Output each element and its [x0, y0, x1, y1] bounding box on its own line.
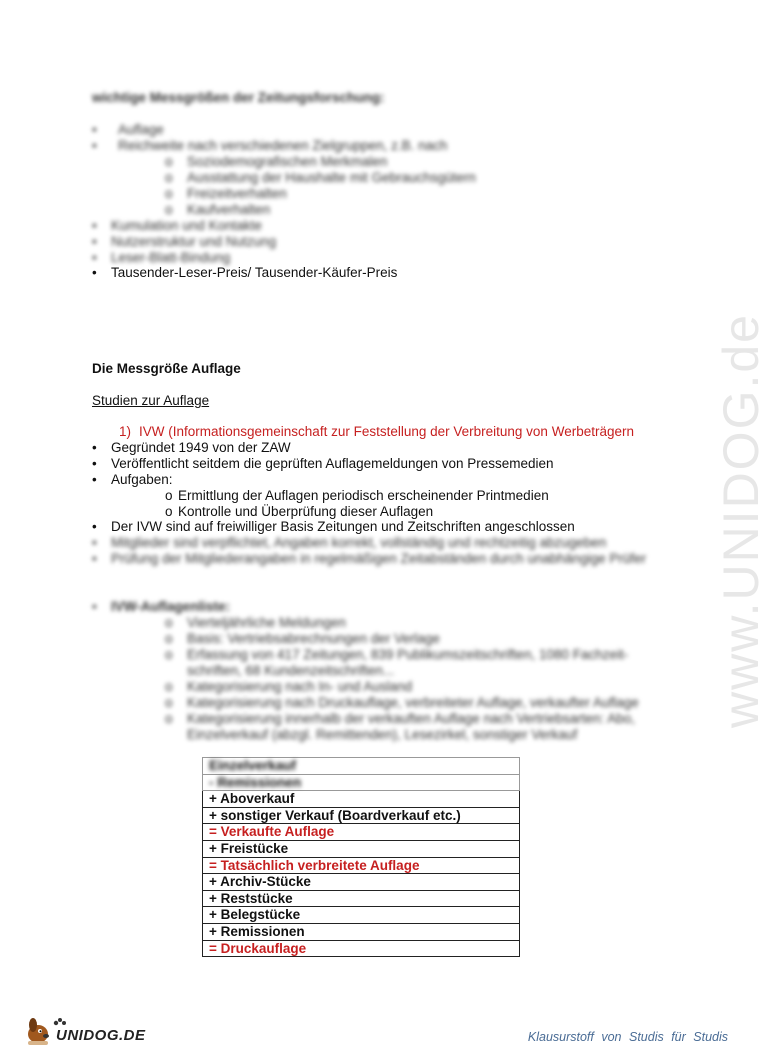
table-cell: = Druckauflage — [203, 940, 520, 957]
section-title: Die Messgröße Auflage — [92, 361, 241, 376]
table-row — [203, 874, 520, 891]
list-item: Nutzerstruktur und Nutzung — [111, 234, 277, 249]
sub-bullet: o — [165, 615, 173, 630]
bullet: • — [92, 122, 97, 137]
bullet: • — [92, 599, 97, 614]
table-cell: = Tatsächlich verbreitete Auflage — [203, 857, 520, 874]
bullet: • — [92, 218, 97, 233]
sub-bullet: o — [165, 504, 173, 519]
sub-list-item: Soziodemografischen Merkmalen — [187, 154, 388, 169]
table-row — [203, 890, 520, 907]
sub-list-item: Freizeitverhalten — [187, 186, 287, 201]
sub-bullet: o — [165, 631, 173, 646]
table-cell: Einzelverkauf — [203, 758, 520, 775]
sub-bullet: o — [165, 711, 173, 726]
bullet: • — [92, 535, 97, 550]
table-row — [203, 791, 520, 808]
table-cell: + Belegstücke — [203, 907, 520, 924]
list-item: Leser-Blatt-Bindung — [111, 250, 231, 265]
auflage-table — [202, 757, 520, 957]
list-item: Aufgaben: — [111, 472, 173, 487]
sub-list-item: Kaufverhalten — [187, 202, 271, 217]
list-item-tkp: Tausender-Leser-Preis/ Tausender-Käufer-Preis — [111, 265, 398, 280]
table-row — [203, 807, 520, 824]
table-row — [203, 923, 520, 940]
table-row — [203, 758, 520, 775]
sub-list-item: Erfassung von 417 Zeitungen, 839 Publikumszeitschriften, 1080 Fachzeit- — [187, 647, 629, 662]
sub-list-item: Kategorisierung innerhalb der verkauften Auflage nach Vertriebsarten: Abo, — [187, 711, 636, 726]
table-cell: - Remissionen — [203, 774, 520, 791]
section-subtitle: Studien zur Auflage — [92, 393, 210, 408]
sub-bullet: o — [165, 488, 173, 503]
sub-list-item: Kontrolle und Überprüfung dieser Auflagen — [178, 504, 434, 519]
sub-list-item: Vierteljährliche Meldungen — [187, 615, 346, 630]
unidog-logo — [24, 1014, 154, 1051]
sub-list-item: Kategorisierung nach Druckauflage, verbreiteter Auflage, verkaufter Auflage — [187, 695, 639, 710]
sub-list-item: Ermittlung der Auflagen periodisch erscheinender Printmedien — [178, 488, 549, 503]
list-item: Veröffentlicht seitdem die geprüften Auflagemeldungen von Pressemedien — [111, 456, 554, 471]
table-row — [203, 774, 520, 791]
list-item: Reichweite nach verschiedenen Zielgruppen, z.B. nach — [118, 138, 448, 153]
sub-bullet: o — [165, 202, 173, 217]
numbered-marker: 1) — [119, 424, 132, 439]
table-cell: + Aboverkauf — [203, 791, 520, 808]
table-row — [203, 857, 520, 874]
sub-bullet: o — [165, 170, 173, 185]
bullet: • — [92, 138, 97, 153]
watermark-text: www.UNIDOG.de — [713, 313, 769, 728]
logo-text: UNIDOG.DE — [56, 1027, 146, 1044]
sub-list-item: Ausstattung der Haushalte mit Gebrauchsgütern — [187, 170, 476, 185]
list-item: Mitglieder sind verpflichtet, Angaben korrekt, vollständig und rechtzeitig abzugeben — [111, 535, 607, 550]
bullet: • — [92, 472, 97, 487]
table-cell: + Archiv-Stücke — [203, 874, 520, 891]
sub-bullet: o — [165, 186, 173, 201]
sub-list-item-cont: Einzelverkauf (abzgl. Remittenden), Lesezirkel, sonstiger Verkauf — [187, 727, 578, 742]
ivw-heading: IVW (Informationsgemeinschaft zur Feststellung der Verbreitung von Werbeträgern — [139, 424, 634, 439]
bullet: • — [92, 456, 97, 471]
list-item: Der IVW sind auf freiwilliger Basis Zeitungen und Zeitschriften angeschlossen — [111, 519, 575, 534]
sub-bullet: o — [165, 679, 173, 694]
list-item: Prüfung der Mitgliederangaben in regelmäßigen Zeitabständen durch unabhängige Prüfer — [111, 551, 647, 566]
auflagenliste-title: IVW-Auflagenliste: — [111, 599, 230, 614]
table-cell: + Reststücke — [203, 890, 520, 907]
sub-list-item-cont: schriften, 68 Kundenzeitschriften... — [187, 663, 395, 678]
table-cell: + sonstiger Verkauf (Boardverkauf etc.) — [203, 807, 520, 824]
table-row — [203, 907, 520, 924]
bullet: • — [92, 551, 97, 566]
bullet: • — [92, 265, 97, 280]
sub-bullet: o — [165, 647, 173, 662]
bullet: • — [92, 250, 97, 265]
table-cell: + Remissionen — [203, 923, 520, 940]
table-row — [203, 824, 520, 841]
sub-bullet: o — [165, 695, 173, 710]
bullet: • — [92, 519, 97, 534]
table-row — [203, 940, 520, 957]
footer-tagline: Klausurstoff von Studis für Studis — [527, 1030, 728, 1044]
bullet: • — [92, 440, 97, 455]
sub-list-item: Basis: Vertriebsabrechnungen der Verlage — [187, 631, 440, 646]
table-row — [203, 840, 520, 857]
list-item: Auflage — [118, 122, 164, 137]
sub-list-item: Kategorisierung nach In- und Ausland — [187, 679, 413, 694]
bullet: • — [92, 234, 97, 249]
blurred-heading: wichtige Messgrößen der Zeitungsforschung: — [92, 90, 385, 105]
table-cell: + Freistücke — [203, 840, 520, 857]
table-cell: = Verkaufte Auflage — [203, 824, 520, 841]
list-item: Gegründet 1949 von der ZAW — [111, 440, 291, 455]
list-item: Kumulation und Kontakte — [111, 218, 262, 233]
sub-bullet: o — [165, 154, 173, 169]
